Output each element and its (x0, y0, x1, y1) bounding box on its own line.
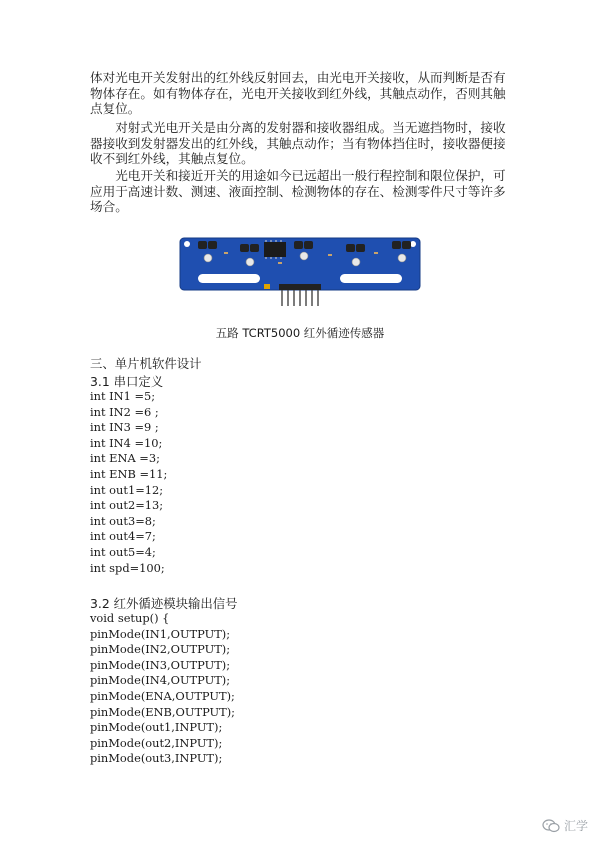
code-line: int out2=13; (90, 498, 164, 513)
paragraph-through-beam: 对射式光电开关是由分离的发射器和接收器组成。当无遮挡物时，接收器接收到发射器发出的红外线，其触点动作；当有物体挡住时，接收器便接收不到红外线，其触点复位。 (90, 120, 506, 167)
paragraph-applications: 光电开关和接近开关的用途如今已远超出一般行程控制和限位保护，可应用于高速计数、测速、液面控制、检测物体的存在、检测零件尺寸等许多场合。 (90, 168, 506, 215)
code-line: int out3=8; (90, 513, 156, 528)
figure-caption: 五路 TCRT5000 红外循迹传感器 (215, 326, 385, 340)
ir-receiver (402, 241, 411, 249)
code-line: pinMode(IN3,OUTPUT); (90, 657, 231, 672)
code-line: int spd=100; (90, 560, 165, 575)
code-line: pinMode(ENA,OUTPUT); (90, 688, 235, 703)
subsection-ir-output: 3.2 红外循迹模块输出信号 (90, 596, 238, 611)
code-line: int IN1 =5; (90, 389, 156, 403)
code-line: int out4=7; (90, 529, 156, 544)
ir-receiver (356, 244, 365, 252)
potentiometer (398, 254, 406, 262)
potentiometer (246, 258, 254, 266)
code-line: int IN2 =6 ; (90, 404, 159, 419)
sensor-board-image (178, 232, 422, 310)
pin-header (279, 284, 321, 290)
ir-emitter (240, 244, 249, 252)
sensor-board-illustration (178, 232, 422, 310)
ir-emitter (346, 244, 355, 252)
section-title: 三、单片机软件设计 (90, 356, 202, 371)
mounting-hole (184, 241, 190, 247)
setup-code (90, 611, 235, 767)
ir-emitter (294, 241, 303, 249)
code-line: pinMode(out1,INPUT); (90, 720, 223, 735)
ir-emitter (392, 241, 401, 249)
code-line: pinMode(ENB,OUTPUT); (90, 704, 236, 719)
watermark-text: 汇学 (563, 819, 588, 833)
code-line: pinMode(out2,INPUT); (90, 735, 223, 750)
code-line: int IN3 =9 ; (90, 420, 159, 435)
mounting-slot (340, 274, 402, 283)
pin-definition-code (90, 389, 167, 576)
code-line: int IN4 =10; (90, 435, 163, 450)
code-line: void setup() { (90, 611, 170, 625)
subsection-pin-definition: 3.1 串口定义 (90, 374, 164, 389)
ir-emitter (198, 241, 207, 249)
status-led (264, 284, 270, 289)
code-line: pinMode(IN1,OUTPUT); (90, 626, 231, 641)
potentiometer (300, 252, 308, 260)
wechat-icon (542, 819, 560, 833)
watermark (542, 817, 588, 834)
ir-receiver (304, 241, 313, 249)
ic-chip (264, 242, 286, 257)
paragraph-photoelectric-reflection: 体对光电开关发射出的红外线反射回去，由光电开关接收，从而判断是否有物体存在。如有物体存在，光电开关接收到红外线，其触点动作，否则其触点复位。 (90, 70, 506, 117)
potentiometer (204, 254, 212, 262)
code-line: int out1=12; (90, 482, 164, 497)
mounting-slot (198, 274, 260, 283)
code-line: int ENB =11; (90, 466, 168, 481)
potentiometer (352, 258, 360, 266)
code-line: int out5=4; (90, 544, 156, 559)
code-line: pinMode(IN2,OUTPUT); (90, 642, 231, 657)
code-line: pinMode(out3,INPUT); (90, 751, 223, 766)
ir-receiver (250, 244, 259, 252)
code-line: pinMode(IN4,OUTPUT); (90, 673, 231, 688)
ir-receiver (208, 241, 217, 249)
code-line: int ENA =3; (90, 451, 160, 466)
